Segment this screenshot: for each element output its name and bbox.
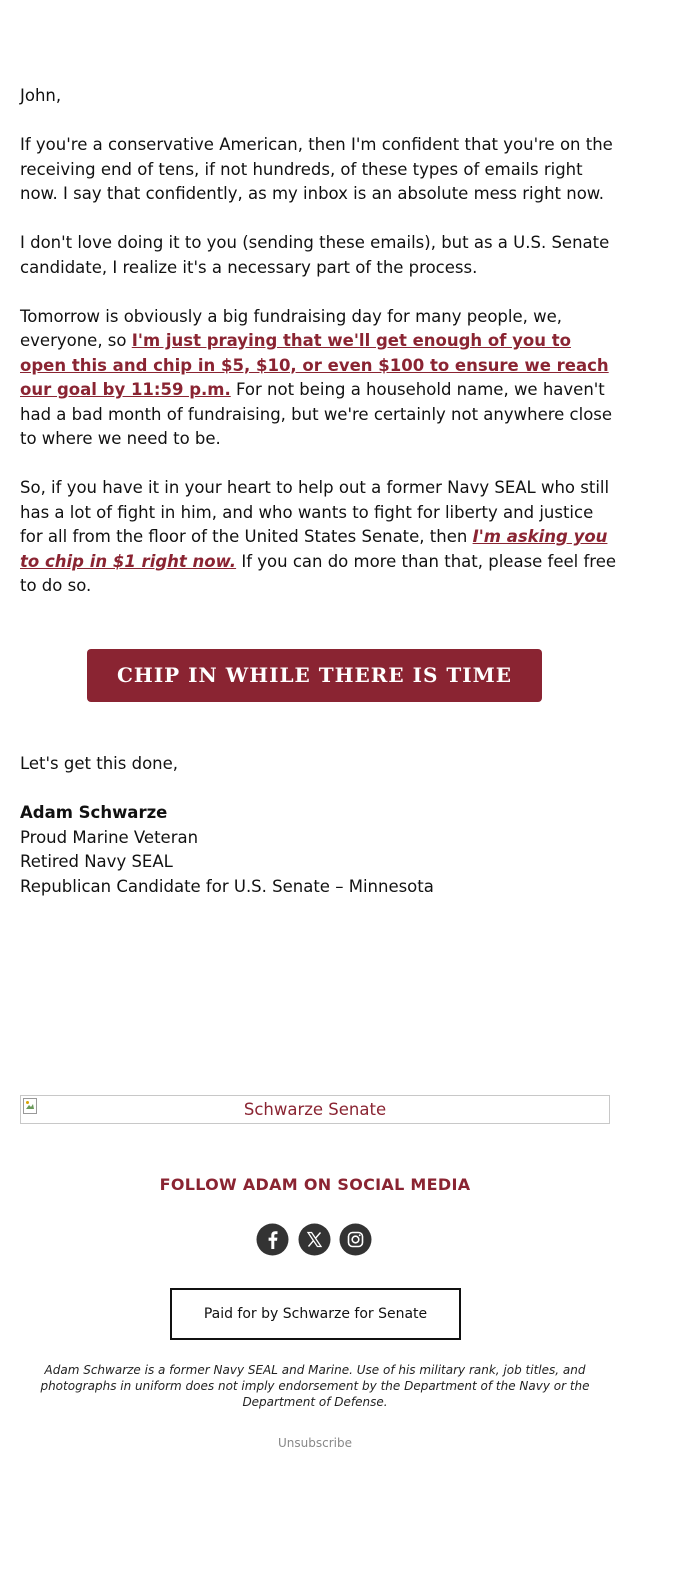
signer-title: Republican Candidate for U.S. Senate – Minnesota	[20, 876, 434, 896]
campaign-banner-image[interactable]	[20, 1095, 610, 1124]
x-twitter-icon[interactable]	[298, 1223, 331, 1256]
banner-alt-text: Schwarze Senate	[243, 1100, 387, 1119]
paragraph-4	[20, 476, 620, 599]
paid-for-disclosure: Paid for by Schwarze for Senate	[170, 1288, 461, 1340]
cta-container	[87, 649, 542, 740]
social-links	[256, 1223, 372, 1256]
paragraph-3-text-after: For not being a household name, we haven't had a bad month of fundraising, but we're certainly not anywhere close to where we need to be.	[20, 380, 613, 448]
email-body	[20, 84, 620, 623]
signer-title: Proud Marine Veteran	[20, 827, 199, 847]
donate-link-goal[interactable]: I'm just praying that we'll get enough of you to open this and chip in $5, $10, or even $100 to ensure we reach our goal by 11:59 p.m.	[20, 331, 609, 399]
paragraph-3	[20, 305, 620, 452]
military-disclaimer: Adam Schwarze is a former Navy SEAL and Marine. Use of his military rank, job titles, and photographs in uniform does not imply endorsement by the Department of the Navy or the Department of Defense.	[40, 1363, 590, 1409]
greeting: John,	[20, 86, 62, 105]
paragraph-4-text-after: If you can do more than that, please feel free to do so.	[20, 551, 617, 595]
follow-heading: FOLLOW ADAM ON SOCIAL MEDIA	[159, 1175, 471, 1194]
paragraph-1: If you're a conservative American, then I'm confident that you're on the receiving end of tens, if not hundreds, of these types of emails right now. I say that confidently, as my inbox is an absolute mess right now.	[20, 135, 613, 203]
donate-link-one-dollar[interactable]: I'm asking you to chip in $1 right now.	[20, 527, 608, 571]
facebook-icon[interactable]	[256, 1223, 289, 1256]
signer-name: Adam Schwarze	[20, 803, 168, 822]
chip-in-button[interactable]: CHIP IN WHILE THERE IS TIME LEFT	[87, 649, 542, 702]
signature-block	[20, 752, 620, 899]
spacer	[20, 777, 620, 802]
instagram-icon[interactable]	[339, 1223, 372, 1256]
unsubscribe-container	[20, 1436, 610, 1450]
paragraph-2: I don't love doing it to you (sending these emails), but as a U.S. Senate candidate, I realize it's a necessary part of the process.	[20, 233, 610, 277]
broken-image-icon	[23, 1098, 37, 1114]
signer-title: Retired Navy SEAL	[20, 852, 173, 871]
paragraph-3-text: Tomorrow is obviously a big fundraising day for many people, we, everyone, so	[20, 306, 563, 350]
signoff-text: Let's get this done,	[20, 754, 179, 773]
unsubscribe-link[interactable]: Unsubscribe	[278, 1436, 352, 1450]
paragraph-4-text: So, if you have it in your heart to help out a former Navy SEAL who still has a lot of fight in him, and who wants to fight for liberty and justice for all from the floor of the United States Senate, then	[20, 478, 610, 546]
